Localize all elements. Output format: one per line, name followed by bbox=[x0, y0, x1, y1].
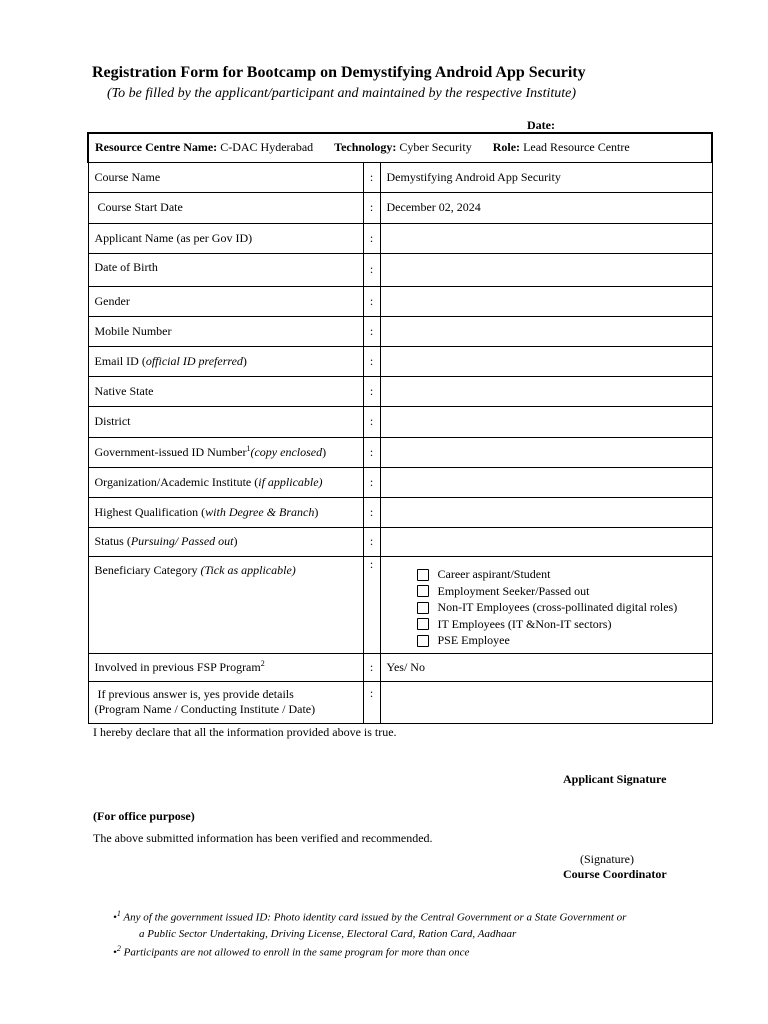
footnote-1-line2: a Public Sector Undertaking, Driving License, Electoral Card, Ration Card, Aadhaar bbox=[139, 927, 517, 940]
organization-label-italic: if applicable) bbox=[258, 474, 323, 489]
previous-details-label bbox=[88, 681, 363, 723]
row-email bbox=[88, 346, 712, 376]
colon: : bbox=[363, 681, 380, 723]
qualification-label-text: Highest Qualification ( bbox=[94, 504, 206, 519]
date-label: Date: bbox=[527, 118, 555, 132]
checkbox-icon[interactable] bbox=[417, 585, 429, 597]
colon: : bbox=[363, 253, 380, 286]
beneficiary-option[interactable] bbox=[417, 616, 706, 633]
footnote-2-text: Participants are not allowed to enroll in the same program for more than once bbox=[120, 946, 470, 959]
previous-fsp-value[interactable]: Yes/ No bbox=[380, 653, 712, 681]
checkbox-icon[interactable] bbox=[417, 618, 429, 630]
organization-label-text: Organization/Academic Institute ( bbox=[94, 474, 259, 489]
footnote-2 bbox=[113, 941, 469, 961]
gov-id-field[interactable] bbox=[380, 437, 712, 467]
colon: : bbox=[363, 527, 380, 556]
previous-fsp-footnote-ref: 2 bbox=[260, 659, 265, 668]
checkbox-icon[interactable] bbox=[417, 569, 429, 581]
native-state-label: Native State bbox=[88, 376, 363, 406]
applicant-name-label: Applicant Name (as per Gov ID) bbox=[88, 223, 363, 253]
gov-id-label-text: Government-issued ID Number bbox=[94, 445, 247, 459]
footnote-1 bbox=[113, 906, 626, 942]
row-district bbox=[88, 406, 712, 437]
status-label-text: Status ( bbox=[94, 534, 131, 548]
qualification-field[interactable] bbox=[380, 497, 712, 527]
previous-details-field[interactable] bbox=[380, 681, 712, 723]
beneficiary-label-italic: (Tick as applicable) bbox=[200, 562, 296, 577]
checkbox-icon[interactable] bbox=[417, 602, 429, 614]
row-gender bbox=[88, 286, 712, 316]
colon: : bbox=[363, 556, 380, 653]
colon: : bbox=[363, 286, 380, 316]
footnote-bullet: • bbox=[113, 946, 117, 959]
row-status bbox=[88, 527, 712, 556]
row-applicant-name bbox=[88, 223, 712, 253]
email-label-text: Email ID ( bbox=[94, 353, 146, 368]
status-field[interactable] bbox=[380, 527, 712, 556]
beneficiary-checkbox-list bbox=[417, 567, 706, 650]
dob-field[interactable] bbox=[380, 253, 712, 286]
gender-field[interactable] bbox=[380, 286, 712, 316]
row-mobile bbox=[88, 316, 712, 346]
colon: : bbox=[363, 653, 380, 681]
email-label-italic: official ID preferred bbox=[145, 353, 243, 368]
native-state-field[interactable] bbox=[380, 376, 712, 406]
verified-text: The above submitted information has been verified and recommended. bbox=[93, 831, 433, 845]
beneficiary-label bbox=[88, 556, 363, 653]
form-title: Registration Form for Bootcamp on Demystifying Android App Security bbox=[92, 64, 586, 81]
beneficiary-options bbox=[380, 556, 712, 653]
row-native-state bbox=[88, 376, 712, 406]
course-start-date-value: December 02, 2024 bbox=[380, 192, 712, 223]
previous-fsp-label-text: Involved in previous FSP Program bbox=[94, 660, 261, 674]
mobile-field[interactable] bbox=[380, 316, 712, 346]
colon: : bbox=[363, 316, 380, 346]
gov-id-label bbox=[88, 437, 363, 467]
option-label: IT Employees (IT &Non-IT sectors) bbox=[437, 616, 612, 631]
course-name-label: Course Name bbox=[88, 162, 363, 192]
registration-table bbox=[87, 132, 713, 724]
colon: : bbox=[363, 437, 380, 467]
colon: : bbox=[363, 467, 380, 497]
row-previous-fsp bbox=[88, 653, 712, 681]
applicant-name-field[interactable] bbox=[380, 223, 712, 253]
email-label bbox=[88, 346, 363, 376]
beneficiary-option[interactable] bbox=[417, 567, 706, 584]
technology-label: Technology: bbox=[334, 140, 397, 155]
row-organization bbox=[88, 467, 712, 497]
status-label-italic: Pursuing/ Passed out bbox=[130, 534, 234, 548]
row-beneficiary bbox=[88, 556, 712, 653]
footnote-2-marker: 2 bbox=[116, 944, 121, 953]
district-field[interactable] bbox=[380, 406, 712, 437]
checkbox-icon[interactable] bbox=[417, 635, 429, 647]
row-qualification bbox=[88, 497, 712, 527]
resource-centre-label: Resource Centre Name: bbox=[95, 140, 218, 155]
status-label bbox=[88, 527, 363, 556]
technology bbox=[334, 140, 472, 155]
colon: : bbox=[363, 162, 380, 192]
colon: : bbox=[363, 406, 380, 437]
footnote-1-marker: 1 bbox=[116, 909, 121, 918]
previous-fsp-label bbox=[88, 653, 363, 681]
beneficiary-option[interactable] bbox=[417, 583, 706, 600]
beneficiary-option[interactable] bbox=[417, 633, 706, 650]
colon: : bbox=[363, 223, 380, 253]
office-purpose-heading: (For office purpose) bbox=[93, 809, 195, 823]
row-course-name bbox=[88, 162, 712, 192]
beneficiary-label-text: Beneficiary Category bbox=[94, 562, 201, 577]
colon: : bbox=[363, 497, 380, 527]
technology-value: Cyber Security bbox=[399, 140, 472, 155]
footnote-bullet: • bbox=[113, 911, 117, 924]
form-subtitle: (To be filled by the applicant/participant and maintained by the respective Institute) bbox=[107, 86, 577, 101]
course-start-date-label-text: Course Start Date bbox=[97, 200, 183, 214]
gov-id-label-italic: (copy enclosed bbox=[250, 445, 323, 459]
row-course-start-date bbox=[88, 192, 712, 223]
option-label: Career aspirant/Student bbox=[437, 567, 551, 582]
previous-details-line2: (Program Name / Conducting Institute / Date) bbox=[94, 702, 316, 716]
row-gov-id bbox=[88, 437, 712, 467]
status-label-end: ) bbox=[233, 534, 238, 548]
mobile-label: Mobile Number bbox=[88, 316, 363, 346]
district-label: District bbox=[88, 406, 363, 437]
qualification-label-italic: with Degree & Branch bbox=[205, 504, 315, 519]
row-dob bbox=[88, 253, 712, 286]
gender-label: Gender bbox=[88, 286, 363, 316]
role-label: Role: bbox=[492, 140, 521, 155]
gov-id-footnote-ref: 1 bbox=[246, 444, 251, 453]
email-field[interactable] bbox=[380, 346, 712, 376]
previous-details-line1-text: If previous answer is, yes provide details bbox=[97, 687, 294, 701]
organization-field[interactable] bbox=[380, 467, 712, 497]
role bbox=[493, 140, 630, 155]
declaration-text: I hereby declare that all the information provided above is true. bbox=[93, 725, 397, 739]
course-coordinator-label: Course Coordinator bbox=[563, 867, 667, 881]
course-name-value: Demystifying Android App Security bbox=[380, 162, 712, 192]
qualification-label-end: ) bbox=[314, 504, 319, 519]
beneficiary-option[interactable] bbox=[417, 600, 706, 617]
previous-details-line1 bbox=[95, 687, 357, 702]
footnote-1-line1: Any of the government issued ID: Photo identity card issued by the Central Government or a State Government or bbox=[120, 911, 627, 924]
colon: : bbox=[363, 192, 380, 223]
resource-centre bbox=[95, 140, 313, 155]
signature-paren-label: (Signature) bbox=[580, 852, 634, 866]
row-previous-details bbox=[88, 681, 712, 723]
resource-centre-value: C-DAC Hyderabad bbox=[220, 140, 314, 155]
dob-label: Date of Birth bbox=[88, 253, 363, 286]
colon: : bbox=[363, 376, 380, 406]
organization-label bbox=[88, 467, 363, 497]
gov-id-label-end: ) bbox=[322, 445, 327, 459]
course-start-date-label bbox=[88, 192, 363, 223]
option-label: PSE Employee bbox=[437, 633, 510, 648]
email-label-end: ) bbox=[242, 353, 247, 368]
qualification-label bbox=[88, 497, 363, 527]
header-cell bbox=[88, 133, 712, 162]
applicant-signature-label: Applicant Signature bbox=[563, 772, 667, 786]
colon: : bbox=[363, 346, 380, 376]
role-value: Lead Resource Centre bbox=[523, 140, 630, 155]
header-row bbox=[88, 133, 712, 162]
option-label: Non-IT Employees (cross-pollinated digital roles) bbox=[437, 600, 678, 615]
option-label: Employment Seeker/Passed out bbox=[437, 583, 590, 598]
